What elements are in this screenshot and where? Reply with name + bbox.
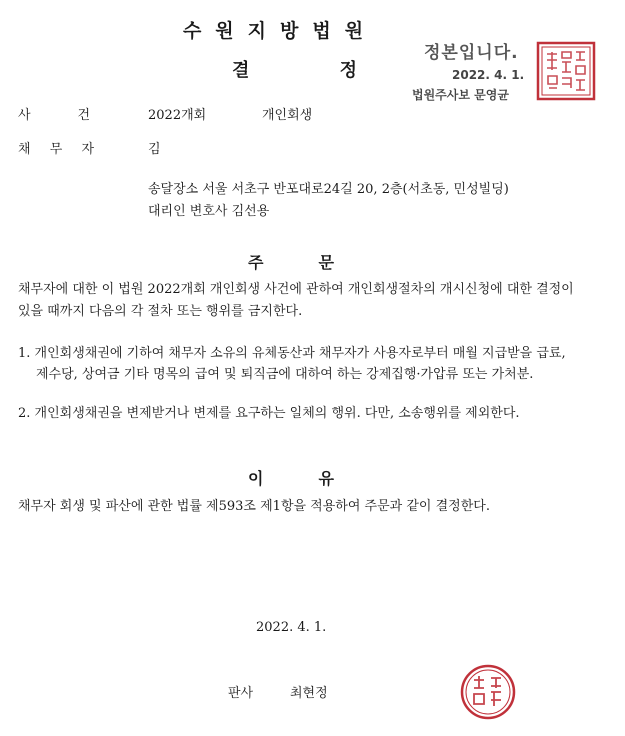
court-name: 수원지방법원 xyxy=(182,20,378,42)
case-name: 개인회생 xyxy=(262,108,313,123)
case-label xyxy=(18,104,90,123)
certification-text: 정본입니다. xyxy=(424,43,519,63)
reason-heading-left: 이 xyxy=(248,469,264,488)
debtor-label-char-1: 채 xyxy=(18,142,31,157)
case-label-char-1: 사 xyxy=(18,108,31,123)
judge-label: 판사 xyxy=(228,686,254,701)
judge-name: 최현정 xyxy=(290,686,328,701)
representative: 대리인 변호사 김선용 xyxy=(148,204,270,219)
certification-date: 2022. 4. 1. xyxy=(452,68,525,82)
debtor-name: 김 xyxy=(148,142,161,157)
order-heading-right: 문 xyxy=(318,253,334,272)
judge-seal-icon xyxy=(458,662,518,722)
service-address: 송달장소 서울 서초구 반포대로24길 20, 2층(서초동, 민성빌딩) xyxy=(148,182,509,197)
case-number: 2022개회 xyxy=(148,108,207,123)
order-intro: 채무자에 대한 이 법원 2022개회 개인회생 사건에 관하여 개인회생절차의 개시신청에 대한 결정이 있을 때까지 다음의 각 절차 또는 행위를 금지한다. xyxy=(18,282,574,319)
reason-text: 채무자 회생 및 파산에 관한 법률 제593조 제1항을 적용하여 주문과 같이 결정한다. xyxy=(18,499,490,514)
document-type xyxy=(232,56,357,82)
case-label-char-2: 건 xyxy=(77,108,90,123)
reason-heading xyxy=(248,466,334,489)
debtor-label xyxy=(18,138,94,157)
order-heading-left: 주 xyxy=(248,253,264,272)
reason-heading-right: 유 xyxy=(318,469,334,488)
debtor-label-char-2: 무 xyxy=(49,142,63,157)
order-item-2: 2. 개인회생채권을 변제받거나 변제를 요구하는 일체의 행위. 다만, 소송행위를 제외한다. xyxy=(18,406,520,421)
order-heading xyxy=(248,250,334,273)
decision-date: 2022. 4. 1. xyxy=(256,620,327,635)
order-item-1: 1. 개인회생채권에 기하여 채무자 소유의 유체동산과 채무자가 사용자로부터 매월 지급받을 급료, 제수당, 상여금 기타 명목의 급여 및 퇴직금에 대하여 하는 강제집행·가압류 또는 가처분. xyxy=(18,346,566,382)
debtor-label-char-3: 자 xyxy=(81,142,94,157)
certification-clerk: 법원주사보 문영균 xyxy=(412,88,509,102)
document-type-right: 정 xyxy=(339,60,357,81)
document-type-left: 결 xyxy=(232,60,250,81)
court-seal-icon xyxy=(535,40,597,102)
